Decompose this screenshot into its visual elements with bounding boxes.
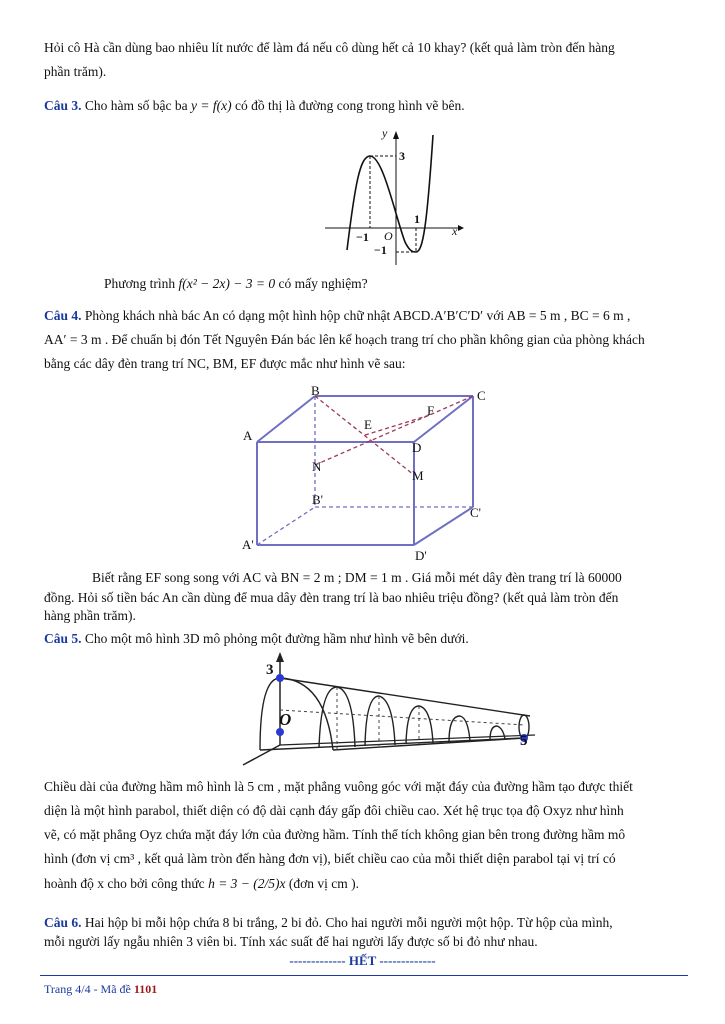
q5-origin: O: [279, 710, 292, 729]
q4-point-F: F: [427, 403, 435, 418]
q6-line-1: [44, 913, 689, 933]
q4-line-1-text: Phòng khách nhà bác An có dạng một hình hộp chữ nhật ABCD.A′B′C′D′ với AB = 5 m , BC = 6 m ,: [84, 308, 631, 323]
q3-val-1: 1: [414, 212, 420, 226]
q5-line-4: hình (đơn vị cm³ , kết quả làm tròn đến hàng đơn vị), biết chiều cao của mỗi thiết diện parabol tại vị trí có: [44, 851, 616, 866]
q6-label: Câu 6.: [44, 915, 82, 930]
q5-label: Câu 5.: [44, 631, 82, 646]
q3-val-3: 3: [399, 149, 405, 163]
q3-val-neg1-x: −1: [356, 230, 369, 244]
q4-point-Dp: D': [415, 548, 427, 563]
intro-line-2: phần trăm).: [44, 64, 107, 79]
q5-line-2: diện là một hình parabol, thiết diện có độ dài cạnh đáy gấp đôi chiều cao. Xét hệ trục tọa độ Oxyz như hình: [44, 803, 624, 818]
q3-text-after: có đồ thị là đường cong trong hình vẽ bên.: [234, 98, 465, 113]
q4-point-Ap: A': [242, 537, 254, 552]
q4-point-Cp: C': [470, 505, 482, 520]
q3-graph: [325, 125, 465, 265]
q5-line-5-before: hoành độ x cho bởi công thức: [44, 876, 205, 891]
q6-line-1-text: Hai hộp bi mỗi hộp chứa 8 bi trắng, 2 bi đỏ. Cho hai người mỗi người một hộp. Từ hộp của mình,: [84, 915, 613, 930]
q3-question-after: có mấy nghiệm?: [278, 276, 368, 291]
q4-point-N: N: [312, 459, 322, 474]
q5-height-formula: h = 3 − (2/5)x: [208, 876, 286, 891]
q6-line-2: mỗi người lấy ngẫu nhiên 3 viên bi. Tính xác suất để hai người lấy được số bi đỏ như nhau.: [44, 934, 538, 949]
end-mark: ------------- HẾT -------------: [289, 953, 436, 968]
q4-point-B: B: [311, 383, 320, 398]
q4-point-M: M: [412, 468, 424, 483]
q5-line-3: vẽ, có mặt phẳng Oyz chứa mặt đáy lớn của đường hầm. Tính thể tích không gian bên trong đường hầm mô: [44, 827, 626, 842]
intro-line-1: Hỏi cô Hà cần dùng bao nhiêu lít nước để làm đá nếu cô dùng hết cả 10 khay? (kết quả làm tròn đến hàng: [44, 40, 615, 55]
q5-line-5: [44, 874, 689, 894]
q3-label: Câu 3.: [44, 98, 82, 113]
q5-line-1: Chiều dài của đường hầm mô hình là 5 cm , mặt phẳng vuông góc với mặt đáy của đường hầm tạo được thiết: [44, 779, 633, 794]
q4-line-1: [44, 306, 689, 326]
q4-line-5: đồng. Hỏi số tiền bác An cần dùng để mua dây đèn trang trí là bao nhiêu triệu đồng? (kết quả làm tròn đến: [44, 590, 619, 605]
q4-point-Bp: B': [312, 492, 324, 507]
q5-line-5-after: (đơn vị cm ).: [288, 876, 360, 891]
q5-x-value: 5: [520, 733, 528, 749]
q4-point-C: C: [477, 388, 486, 403]
footer-divider: [40, 975, 688, 976]
q4-line-6: hàng phần trăm).: [44, 608, 136, 623]
q4-line-3: bằng các dây đèn trang trí NC, BM, EF được mắc như hình vẽ sau:: [44, 356, 406, 371]
q4-line-2: AA′ = 3 m . Để chuẩn bị đón Tết Nguyên Đán bác lên kế hoạch trang trí cho phần không gian của phòng khách: [44, 332, 645, 347]
q4-point-E: E: [364, 417, 372, 432]
q4-point-A: A: [243, 428, 253, 443]
q3-y-label: y: [382, 126, 388, 140]
q4-box-figure: [240, 380, 490, 565]
footer-page: Trang 4/4 - Mã đề: [44, 982, 131, 996]
q3-origin: O: [384, 229, 393, 243]
q5-statement: [44, 629, 689, 649]
q3-x-label: x: [452, 224, 458, 238]
q4-point-D: D: [412, 440, 422, 455]
q3-val-neg1-y: −1: [374, 243, 387, 257]
q3-question-before: Phương trình: [104, 276, 176, 291]
q4-line-4: Biết rằng EF song song với AC và BN = 2 m ; DM = 1 m . Giá mỗi mét dây đèn trang trí là 60000: [92, 570, 622, 585]
q3-formula: y = f(x): [191, 98, 232, 113]
q4-label: Câu 4.: [44, 308, 82, 323]
q5-z-value: 3: [266, 662, 274, 678]
q3-question: [104, 274, 689, 294]
footer: [44, 982, 157, 997]
q3-statement: [44, 96, 689, 116]
q5-text: Cho một mô hình 3D mô phỏng một đường hầm như hình vẽ bên dưới.: [84, 631, 469, 646]
q3-text-before: Cho hàm số bậc ba: [84, 98, 188, 113]
q3-question-formula: f(x² − 2x) − 3 = 0: [178, 276, 276, 291]
footer-code: 1101: [133, 982, 158, 996]
